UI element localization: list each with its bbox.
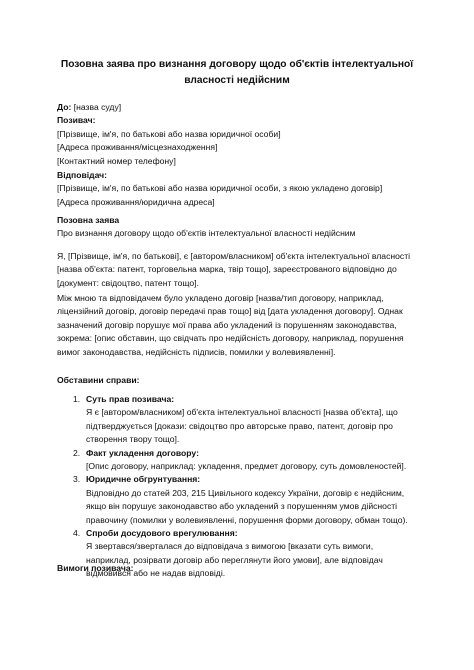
addressee-line (57, 101, 417, 114)
plaintiff-name: [Прізвище, ім'я, по батькові або назва юридичної особи] (57, 128, 281, 139)
plaintiff-phone: [Контактний номер телефону] (57, 155, 176, 166)
paragraph-contract (57, 292, 417, 359)
paragraph-contract-text: Між мною та відповідачем було укладено договір [назва/тип договору, наприклад, ліцензійний договір, договір передачі прав тощо] від [дата укладення договору]. Однак зазначений договір порушує мої права або укладений із порушенням законодавства, зокрема: [опис обставин, що свідчать про недійсність договору, наприклад, порушення вимог законодавства, недійсність підписів, помилки у волевиявленні]. (57, 293, 404, 357)
claim-text: Про визнання договору щодо об'єктів інтелектуальної власності недійсним (57, 228, 356, 239)
circumstances-list (57, 393, 417, 581)
paragraph-rights-text: Я, [Прізвище, ім'я, по батькові], є [автором/власником] об'єкта інтелектуальної власності [назва об'єкта: патент, торговельна марка, твір тощо], зареєстрованого відповідно до [документ: свідоцтво, патент тощо]. (57, 251, 411, 288)
claim-block (57, 214, 417, 241)
list-item-number: 1. (73, 394, 81, 404)
list-item-number: 2. (73, 447, 81, 458)
list-item (57, 447, 417, 474)
claim-label: Позовна заява (57, 215, 120, 225)
addressee-value: [назва суду] (71, 102, 122, 112)
list-item-title: Спроби досудового врегулювання: (86, 528, 238, 539)
list-item (57, 393, 417, 447)
addressee-label: До: (57, 102, 72, 112)
list-item-number: 4. (73, 528, 81, 539)
list-item-text: Відповідно до статей 203, 215 Цивільного кодексу України, договір є недійсним, якщо він порушує законодавство або укладений з порушенням умов дійсності правочину (помилки у волевиявленні, порушення форми договору, обман тощо). (86, 487, 408, 525)
document-title: Позовна заява про визнання договору щодо об'єктів інтелектуальної власності недійсним (60, 59, 414, 86)
list-item-text: Я є [автором/власником] об'єкта інтелектуальної власності [назва об'єкта], що підтверджується [докази: свідоцтво про авторське право, патент, договір про створення твору тощо]. (86, 407, 398, 445)
defendant-block (57, 169, 417, 209)
defendant-address: [Адреса проживання/юридична адреса] (57, 196, 215, 207)
demands-heading: Вимоги позивача: (57, 563, 134, 573)
list-item (57, 473, 417, 527)
list-item-text: Я звертався/зверталася до відповідача з вимогою [вказати суть вимоги, наприклад, розірвати договір або переглянути його умови], але відповідач відмовився або не надав відповіді. (86, 541, 383, 579)
list-item-title: Суть прав позивача: (86, 394, 175, 404)
plaintiff-address: [Адреса проживання/місцезнаходження] (57, 142, 218, 153)
defendant-label: Відповідач: (57, 170, 108, 180)
list-item-title: Юридичне обгрунтування: (86, 474, 201, 485)
list-item-title: Факт укладення договору: (86, 447, 199, 458)
plaintiff-label: Позивач: (57, 115, 96, 126)
paragraph-rights (57, 250, 417, 290)
list-item-text: [Опис договору, наприклад: укладення, предмет договору, суть домовленостей]. (86, 461, 407, 472)
header-block (57, 101, 417, 168)
defendant-name: [Прізвище, ім'я, по батькові або назва юридичної особи, з якою укладено договір] (57, 183, 383, 194)
list-item-number: 3. (73, 474, 81, 485)
circumstances-heading: Обставини справи: (57, 375, 140, 385)
